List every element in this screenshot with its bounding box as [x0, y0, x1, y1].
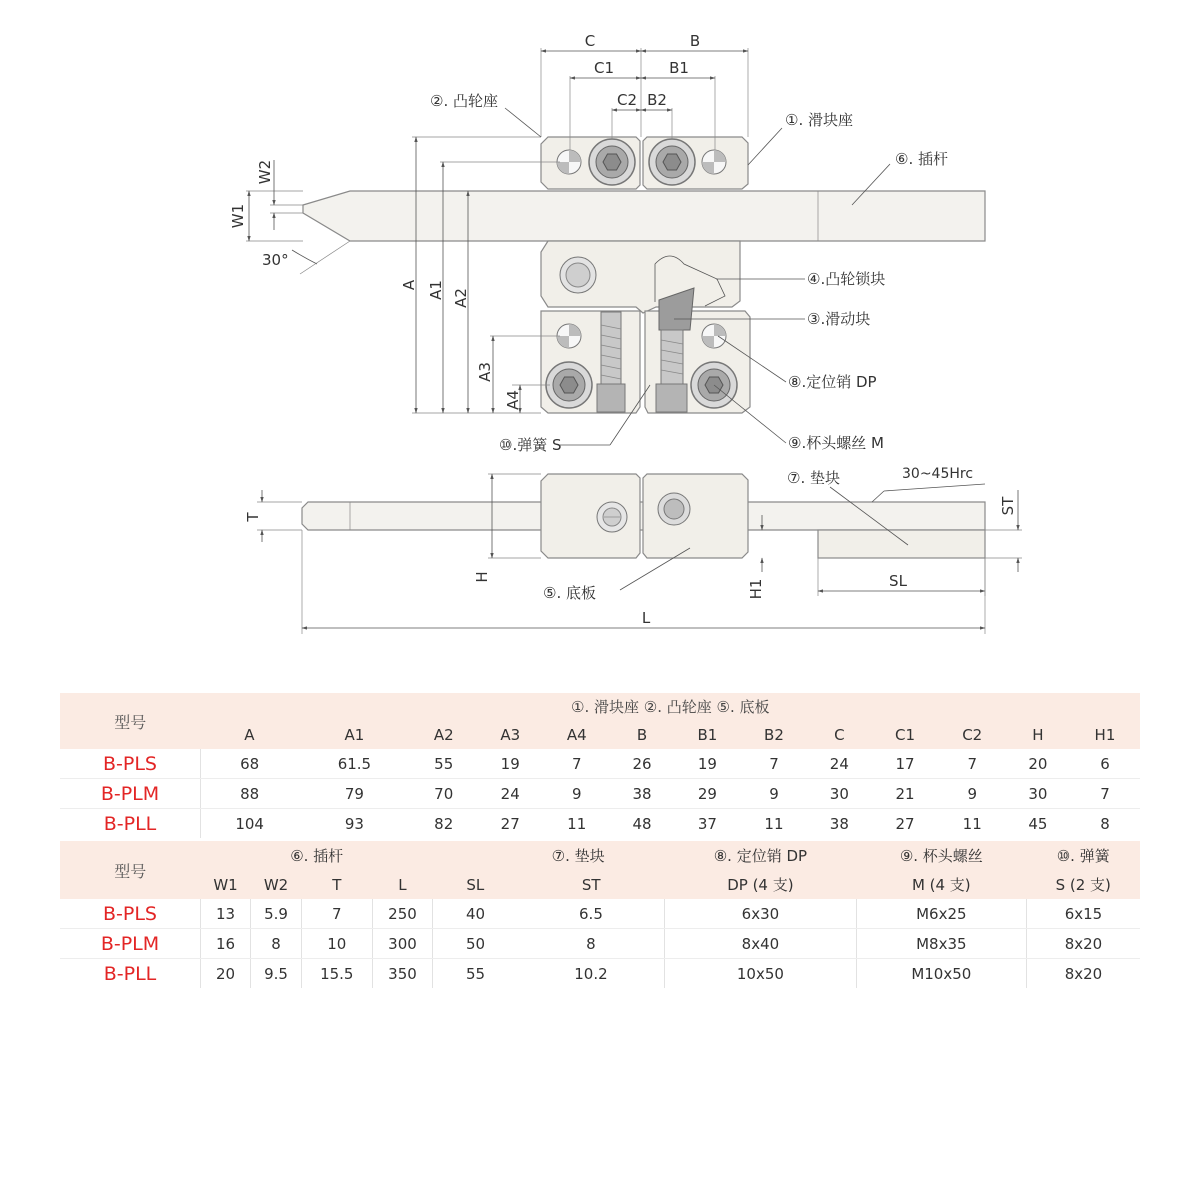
col-header: W2 — [251, 870, 302, 899]
value-cell: 250 — [372, 899, 433, 929]
group-header-pad: ⑦. 垫块 — [433, 841, 665, 870]
value-cell: 48 — [632, 814, 652, 833]
dim-label-B: B — [689, 32, 701, 50]
value-cell: 6 — [1070, 749, 1140, 779]
value-cell: 8x20 — [1026, 929, 1140, 959]
dim-label-W2: W2 — [256, 159, 274, 185]
value-cell: 27 — [500, 814, 520, 833]
dim-label-A1: A1 — [427, 280, 445, 300]
dim-label-A4: A4 — [504, 390, 522, 410]
value-cell: 8x20 — [1026, 959, 1140, 989]
dowel-pin-bottom-right — [702, 324, 726, 348]
top-view — [229, 32, 985, 454]
value-cell: 21 — [871, 779, 938, 809]
dim-label-C1: C1 — [593, 59, 615, 77]
value-cell: M8x35 — [856, 929, 1026, 959]
value-cell: 10 — [302, 929, 373, 959]
model-cell: B-PLL — [103, 962, 157, 985]
value-cell: 10x50 — [665, 959, 857, 989]
col-header: S (2 支) — [1026, 870, 1140, 899]
dim-label-ST: ST — [999, 496, 1017, 516]
dim-label-L: L — [641, 609, 651, 627]
table-row — [60, 959, 1140, 989]
insert-rod — [303, 191, 985, 241]
value-cell: 16 — [201, 929, 251, 959]
value-cell: 5.9 — [251, 899, 302, 929]
value-cell: 79 — [298, 779, 410, 809]
col-header: ST — [518, 870, 665, 899]
col-header: C — [807, 720, 871, 749]
value-cell: 9 — [741, 779, 808, 809]
value-cell: 104 — [201, 809, 299, 839]
spec-table-parts — [60, 841, 1140, 988]
cap-screw-top-left — [589, 139, 635, 185]
col-header: A1 — [298, 720, 410, 749]
value-cell: 40 — [433, 899, 518, 929]
value-cell: 6.5 — [518, 899, 665, 929]
value-cell: 19 — [477, 749, 544, 779]
callout-slider-seat: ①. 滑块座 — [785, 111, 853, 129]
dowel-pin-bottom-left — [557, 324, 581, 348]
model-header: 型号 — [60, 841, 201, 899]
value-cell: 8 — [518, 929, 665, 959]
col-header: W1 — [201, 870, 251, 899]
value-cell: 24 — [477, 779, 544, 809]
value-cell: 27 — [895, 814, 915, 833]
model-header: 型号 — [60, 693, 201, 749]
value-cell: 8 — [251, 929, 302, 959]
value-cell: 8x40 — [665, 929, 857, 959]
value-cell: 20 — [1006, 749, 1070, 779]
dim-label-B1: B1 — [669, 59, 689, 77]
value-cell: 7 — [543, 749, 610, 779]
value-cell: 30 — [1006, 779, 1070, 809]
value-cell: 11 — [567, 814, 587, 833]
dim-label-T: T — [244, 512, 262, 522]
value-cell: 61.5 — [298, 749, 410, 779]
callout-screw: ⑨.杯头螺丝 M — [788, 434, 884, 452]
col-header: B1 — [674, 720, 741, 749]
model-cell: B-PLS — [60, 899, 201, 929]
table-row — [60, 809, 1140, 839]
model-cell: B-PLM — [60, 929, 201, 959]
side-screw-right — [658, 493, 690, 525]
col-header: H1 — [1070, 720, 1140, 749]
value-cell: 7 — [302, 899, 373, 929]
value-cell: 300 — [372, 929, 433, 959]
spring-left — [597, 312, 625, 412]
callout-cam-seat: ②. 凸轮座 — [430, 92, 498, 110]
col-header: L — [372, 870, 433, 899]
value-cell: 24 — [807, 749, 871, 779]
cam-pin — [560, 257, 596, 293]
value-cell: 15.5 — [302, 959, 373, 989]
value-cell: M10x50 — [856, 959, 1026, 989]
spring-right — [656, 330, 687, 412]
col-header: B2 — [741, 720, 808, 749]
value-cell: 11 — [764, 814, 784, 833]
dim-label-A: A — [400, 279, 418, 291]
value-cell: 9 — [939, 779, 1006, 809]
cap-screw-bottom-left — [546, 362, 592, 408]
value-cell: 350 — [372, 959, 433, 989]
value-cell: 38 — [829, 814, 849, 833]
col-header: B — [610, 720, 674, 749]
callout-spring: ⑩.弹簧 S — [499, 436, 562, 454]
dim-label-C2: C2 — [616, 91, 638, 109]
table-row — [60, 899, 1140, 929]
value-cell: 9 — [543, 779, 610, 809]
callout-base: ⑤. 底板 — [543, 584, 596, 602]
value-cell: 20 — [201, 959, 251, 989]
dim-label-angle: 30° — [262, 251, 289, 269]
spec-table-seats — [60, 693, 1140, 838]
group-header-rod: ⑥. 插杆 — [201, 841, 433, 870]
hardness-label: 30~45Hrc — [902, 466, 974, 482]
side-slider-right — [643, 474, 748, 558]
value-cell: 8 — [1100, 814, 1110, 833]
col-header: M (4 支) — [856, 870, 1026, 899]
callout-slide-block: ③.滑动块 — [807, 310, 871, 328]
table-row — [60, 749, 1140, 779]
col-header: C2 — [939, 720, 1006, 749]
value-cell: 10.2 — [574, 964, 608, 983]
dim-label-W1: W1 — [229, 203, 247, 229]
col-header: A2 — [410, 720, 477, 749]
value-cell: 50 — [433, 929, 518, 959]
model-cell: B-PLS — [60, 749, 201, 779]
value-cell: 6x15 — [1026, 899, 1140, 929]
dim-label-SL: SL — [889, 572, 907, 590]
callout-cam-lock: ④.凸轮锁块 — [807, 270, 886, 288]
value-cell: 13 — [201, 899, 251, 929]
dim-label-B2: B2 — [647, 91, 667, 109]
value-cell: 9.5 — [251, 959, 302, 989]
side-screw-left — [597, 502, 627, 532]
value-cell: 68 — [201, 749, 299, 779]
model-cell: B-PLM — [60, 779, 201, 809]
value-cell: 11 — [962, 814, 982, 833]
group-header-seats: ①. 滑块座 ②. 凸轮座 ⑤. 底板 — [201, 693, 1141, 720]
table-row — [60, 929, 1140, 959]
value-cell: 7 — [741, 749, 808, 779]
value-cell: 19 — [674, 749, 741, 779]
group-header-screw: ⑨. 杯头螺丝 — [856, 841, 1026, 870]
dim-label-H1: H1 — [747, 578, 765, 600]
col-header: C1 — [871, 720, 938, 749]
side-view — [244, 466, 1022, 634]
value-cell: 38 — [610, 779, 674, 809]
value-cell: 7 — [1070, 779, 1140, 809]
dowel-pin-top-left — [557, 150, 581, 174]
value-cell: 30 — [807, 779, 871, 809]
col-header: A3 — [477, 720, 544, 749]
callout-rod: ⑥. 插杆 — [895, 150, 948, 168]
col-header: H — [1006, 720, 1070, 749]
col-header: A — [201, 720, 299, 749]
group-header-spring: ⑩. 弹簧 — [1026, 841, 1140, 870]
value-cell: 88 — [201, 779, 299, 809]
side-pad — [818, 530, 985, 558]
group-header-dowel: ⑧. 定位销 DP — [665, 841, 857, 870]
dim-label-A3: A3 — [476, 362, 494, 382]
value-cell: 93 — [344, 814, 364, 833]
value-cell: 70 — [410, 779, 477, 809]
value-cell: 55 — [433, 959, 518, 989]
dim-label-H: H — [473, 571, 491, 583]
value-cell: M6x25 — [856, 899, 1026, 929]
value-cell: 6x30 — [665, 899, 857, 929]
callout-pad: ⑦. 垫块 — [787, 469, 840, 487]
cap-screw-top-right — [649, 139, 695, 185]
value-cell: 37 — [697, 814, 717, 833]
model-cell: B-PLL — [103, 812, 157, 835]
dim-label-C: C — [584, 32, 596, 50]
col-header: DP (4 支) — [665, 870, 857, 899]
table-row — [60, 779, 1140, 809]
value-cell: 55 — [410, 749, 477, 779]
col-header: SL — [433, 870, 518, 899]
value-cell: 29 — [674, 779, 741, 809]
value-cell: 45 — [1028, 814, 1048, 833]
value-cell: 26 — [610, 749, 674, 779]
value-cell: 7 — [939, 749, 1006, 779]
value-cell: 17 — [871, 749, 938, 779]
value-cell: 82 — [434, 814, 454, 833]
dim-label-A2: A2 — [452, 288, 470, 308]
col-header: A4 — [543, 720, 610, 749]
dowel-pin-top-right — [702, 150, 726, 174]
callout-dowel: ⑧.定位销 DP — [788, 373, 877, 391]
col-header: T — [302, 870, 373, 899]
